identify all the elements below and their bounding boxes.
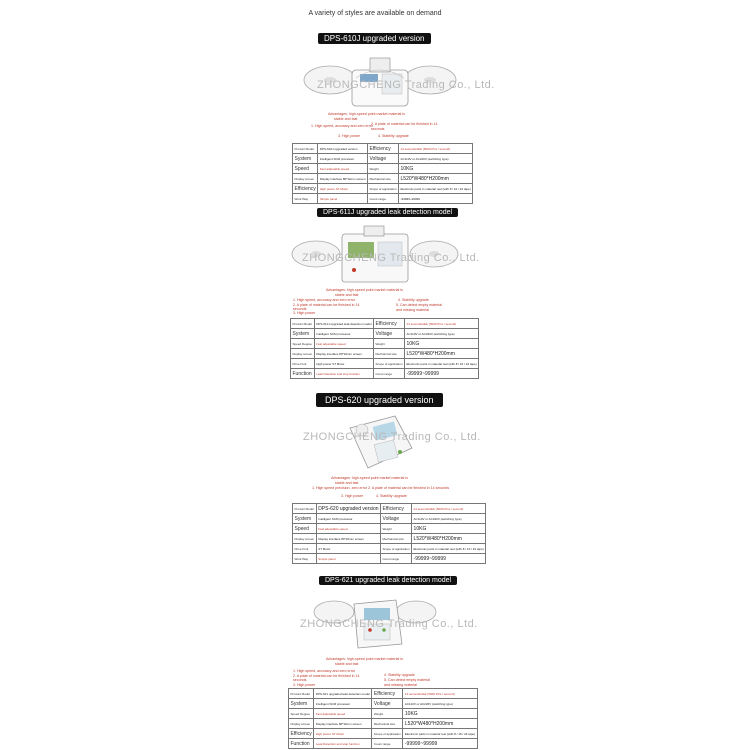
adv-line: 3. High power <box>293 683 316 687</box>
adv-line: 1. High speed, accuracy and zero error <box>293 298 356 302</box>
section-title: DPS-611J upgraded leak detection model <box>317 208 458 217</box>
spec-label: Scope of application <box>374 359 405 369</box>
spec-label: Mechanical size <box>381 534 412 544</box>
adv-line: Advantages: high-speed point market material is <box>326 657 403 661</box>
spec-value: -99999~99999 <box>405 369 479 379</box>
adv-line: stable and fast <box>335 662 359 666</box>
spec-label: Voltage <box>372 699 403 709</box>
spec-value: 10KG <box>405 339 479 349</box>
adv-line: 5. Can detect empty material <box>396 303 442 307</box>
spec-value: 14 seconds/disk (5000 PCs / second) <box>403 689 477 699</box>
adv-line: 5. Can detect empty material <box>384 678 430 682</box>
spec-label: Count range <box>381 554 412 564</box>
spec-value: Simple panel <box>318 194 368 204</box>
spec-value: -99999~99999 <box>403 739 477 749</box>
spec-value: Display interface 80*32mm screen <box>318 174 368 184</box>
adv-line: seconds <box>371 127 385 131</box>
spec-value: 14 seconds/disk (5000 PCs / second) <box>405 319 479 329</box>
adv-line: 4. Stability upgrade <box>378 134 409 138</box>
spec-table <box>288 688 478 749</box>
adv-line: 4. Stability upgrade <box>398 298 429 302</box>
spec-label: Voltage <box>381 514 412 524</box>
spec-value: Display interface 80*32mm screen <box>316 534 380 544</box>
spec-value: Display interface 80*32mm screen <box>314 349 373 359</box>
spec-value: L520*W480*H200mm <box>412 534 486 544</box>
spec-label: Product Model <box>293 144 318 154</box>
spec-value: AC110V or AC220V (switching type) <box>399 154 473 164</box>
section-title: DPS-620 upgraded version <box>316 393 443 407</box>
section-title: DPS-621 upgraded leak detection model <box>319 576 457 585</box>
adv-line: stable and fast <box>335 481 359 485</box>
watermark: ZHONGCHENG Trading Co., Ltd. <box>317 79 495 91</box>
spec-label: Efficiency <box>374 319 405 329</box>
watermark: ZHONGCHENG Trading Co., Ltd. <box>303 431 481 443</box>
spec-label: Drive Fruit <box>293 544 317 554</box>
adv-line: 1. High speed precision, zero error 2. A plate of material can be finished in 14 seconds <box>312 486 450 490</box>
spec-value: Leak Detection and stop function <box>314 739 372 749</box>
adv-line: and missing material <box>396 308 429 312</box>
spec-label: Scope of application <box>368 184 399 194</box>
spec-label: Work Way <box>293 554 317 564</box>
spec-value: High power ST Motor <box>314 729 372 739</box>
spec-label: Work Way <box>293 194 318 204</box>
spec-label: System <box>293 514 317 524</box>
spec-value: Fast adjustable speed <box>316 524 380 534</box>
adv-line: 2. A plate of material can be finished in 14 <box>293 303 360 307</box>
spec-label: Mechanical size <box>374 349 405 359</box>
spec-label: Mechanical size <box>368 174 399 184</box>
spec-label: Count range <box>368 194 399 204</box>
spec-value: AC110V or AC220V (switching type) <box>405 329 479 339</box>
spec-value: 14 seconds/disk (5000 PCs / second) <box>412 504 486 514</box>
spec-value: AC110V or AC220V (switching type) <box>412 514 486 524</box>
spec-value: L520*W480*H200mm <box>403 719 477 729</box>
spec-value: Intelligent SCM processor <box>314 329 373 339</box>
spec-label: Product Model <box>291 319 315 329</box>
spec-label: Count range <box>372 739 403 749</box>
spec-label: Speed Degree <box>291 339 315 349</box>
adv-line: seconds <box>293 307 307 311</box>
spec-value: Electronic parts in material reel (with 8 / 16 / 24 tape) <box>399 184 473 194</box>
adv-line: 4. Stability upgrade <box>384 673 415 677</box>
spec-label: Display screen <box>291 349 315 359</box>
adv-line: 2. A plate of material can be finished in 14 <box>371 122 438 126</box>
spec-label: Count range <box>374 369 405 379</box>
spec-label: Efficiency <box>372 689 403 699</box>
spec-label: Speed <box>293 164 318 174</box>
spec-label: Drive Fruit <box>291 359 315 369</box>
adv-line: 3. High power <box>341 494 364 498</box>
adv-line: seconds <box>293 678 307 682</box>
spec-label: Efficiency <box>290 730 312 737</box>
adv-line: 1. High speed, accuracy and zero error <box>293 669 356 673</box>
spec-value: Fast adjustable speed <box>318 164 368 174</box>
adv-line: Advantages: high-speed point market material is <box>331 476 408 480</box>
spec-label: Scope of application <box>372 729 403 739</box>
spec-label: Function <box>289 739 314 749</box>
spec-value: Display interface 80*32mm screen <box>314 719 372 729</box>
spec-value: DPS-611J upgraded leak detection model <box>314 319 373 329</box>
spec-value: ST Motor <box>316 544 380 554</box>
spec-label: Efficiency <box>368 144 399 154</box>
spec-label: Weight <box>381 524 412 534</box>
watermark: ZHONGCHENG Trading Co., Ltd. <box>300 618 478 630</box>
spec-value: DPS-621 upgraded leak detection model <box>314 689 372 699</box>
adv-line: 2. A plate of material can be finished in 14 <box>293 674 360 678</box>
spec-table <box>290 318 479 379</box>
spec-label: Product Model <box>289 689 314 699</box>
spec-value: DPS-620 upgraded version <box>318 505 379 512</box>
spec-value: Intelligent SCM processor <box>314 699 372 709</box>
spec-label: Function <box>291 369 315 379</box>
spec-value: -99999~99999 <box>399 194 473 204</box>
spec-value: DPS-610J upgraded version <box>318 144 368 154</box>
adv-line: 3. High power <box>293 311 316 315</box>
spec-value: 10KG <box>403 709 477 719</box>
spec-value: Intelligent SCM processor <box>316 514 380 524</box>
spec-label: Display screen <box>293 174 318 184</box>
spec-value: Simple panel <box>316 554 380 564</box>
spec-value: Electronic parts in material reel (with 8 / 16 / 24 tape) <box>403 729 477 739</box>
spec-label: System <box>289 699 314 709</box>
adv-line: Advantages: high-speed point market material is <box>328 112 405 116</box>
spec-value: Fast adjustable speed <box>314 339 373 349</box>
spec-value: L520*W480*H200mm <box>405 349 479 359</box>
adv-line: 3. High power <box>338 134 361 138</box>
adv-line: Advantages: high-speed point market material is <box>326 288 403 292</box>
spec-label: Efficiency <box>381 504 412 514</box>
spec-label: Display screen <box>293 534 317 544</box>
spec-label: System <box>291 329 315 339</box>
spec-value: -99999~99999 <box>412 554 486 564</box>
spec-value: Leak Detection and stop function <box>314 369 373 379</box>
spec-value: 10KG <box>412 524 486 534</box>
adv-line: stable and fast <box>334 117 358 121</box>
spec-value: 10KG <box>399 164 473 174</box>
spec-table <box>292 503 486 564</box>
adv-line: 1. High speed, accuracy and zero error <box>311 124 374 128</box>
spec-label: System <box>293 154 318 164</box>
spec-value: High power ST Motor <box>314 359 373 369</box>
spec-value: Fast adjustable speed <box>314 709 372 719</box>
spec-label: Product Model <box>293 504 317 514</box>
spec-value: Electronic parts in material reel (with 8 / 16 / 24 tape) <box>412 544 486 554</box>
adv-line: stable and fast <box>335 293 359 297</box>
spec-label: Display screen <box>289 719 314 729</box>
spec-value: Intelligent SCM processor <box>318 154 368 164</box>
spec-label: Speed Degree <box>289 709 314 719</box>
spec-value: AC110V or AC220V (switching type) <box>403 699 477 709</box>
adv-line: and missing material <box>384 683 417 687</box>
spec-label: Weight <box>368 164 399 174</box>
spec-label: Speed <box>293 524 317 534</box>
spec-label: Weight <box>374 339 405 349</box>
spec-table <box>292 143 473 204</box>
adv-line: 4. Stability upgrade <box>376 494 407 498</box>
spec-value: L520*W480*H200mm <box>399 174 473 184</box>
section-title: DPS-610J upgraded version <box>318 33 431 44</box>
spec-label: Scope of application <box>381 544 412 554</box>
watermark: ZHONGCHENG Trading Co., Ltd. <box>302 252 480 264</box>
spec-label: Mechanical size <box>372 719 403 729</box>
spec-label: Voltage <box>374 329 405 339</box>
page-heading: A variety of styles are available on demand <box>308 10 442 17</box>
spec-label: Efficiency <box>294 185 316 192</box>
spec-label: Weight <box>372 709 403 719</box>
spec-value: 14 seconds/disk (5000 PCs / second) <box>399 144 473 154</box>
spec-value: Electronic parts in material reel (with 8 / 16 / 24 tape) <box>405 359 479 369</box>
spec-label: Voltage <box>368 154 399 164</box>
spec-value: High power ST Motor <box>318 184 368 194</box>
